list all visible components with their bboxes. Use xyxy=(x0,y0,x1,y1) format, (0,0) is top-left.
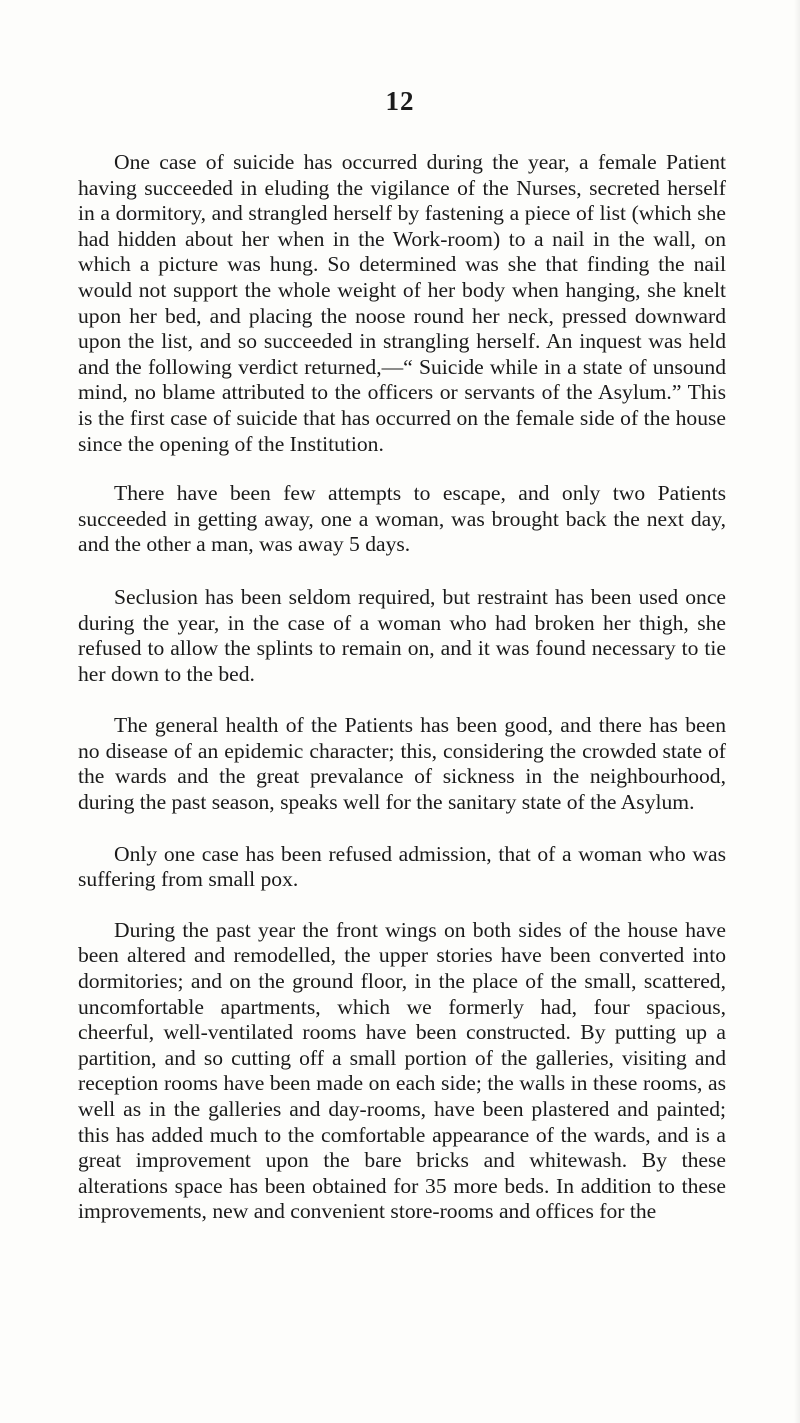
page-edge-shadow xyxy=(794,0,800,1423)
page-number: 12 xyxy=(385,86,415,116)
paragraph-refused-admission: Only one case has been refused admission, that of a woman who was suffering from small pox. xyxy=(78,841,726,892)
body-text xyxy=(78,150,726,1225)
paragraph-building-alterations: During the past year the front wings on both sides of the house have been altered and remodelled, the upper stories have been converted into dormitories; and on the ground floor, in the place of the small, scattered, uncomfortable apartments, which we formerly had, four spacious, cheerful, well-ventilated rooms have been constructed. By putting up a partition, and so cutting off a small portion of the galleries, visiting and reception rooms have been made on each side; the walls in these rooms, as well as in the galleries and day-rooms, have been plastered and painted; this has added much to the comfortable appearance of the wards, and is a great improvement upon the bare bricks and whitewash. By these alterations space has been obtained for 35 more beds. In addition to these improvements, new and convenient store-rooms and offices for the xyxy=(78,917,726,1224)
paragraph-suicide-case: One case of suicide has occurred during the year, a female Patient having succeeded in eluding the vigilance of the Nurses, secreted herself in a dormitory, and strangled herself by fastening a piece of list (which she had hidden about her when in the Work-room) to a nail in the wall, on which a picture was hung. So determined was she that finding the nail would not support the whole weight of her body when hanging, she knelt upon her bed, and placing the noose round her neck, pressed downward upon the list, and so succeeded in strangling herself. An inquest was held and the following verdict returned,—“ Suicide while in a state of unsound mind, no blame attributed to the officers or servants of the Asylum.” This is the first case of suicide that has occurred on the female side of the house since the opening of the Institution. xyxy=(78,150,726,456)
paragraph-seclusion-restraint: Seclusion has been seldom required, but restraint has been used once during the year, in the case of a woman who had broken her thigh, she refused to allow the splints to remain on, and it was found necessary to tie her down to the bed. xyxy=(78,584,726,686)
paragraph-general-health: The general health of the Patients has been good, and there has been no disease of an epidemic character; this, considering the crowded state of the wards and the great prevalance of sickness in the neighbourhood, during the past season, speaks well for the sanitary state of the Asylum. xyxy=(78,713,726,815)
paragraph-escape-attempts: There have been few attempts to escape, and only two Patients succeeded in getting away, one a woman, was brought back the next day, and the other a man, was away 5 days. xyxy=(78,481,726,557)
